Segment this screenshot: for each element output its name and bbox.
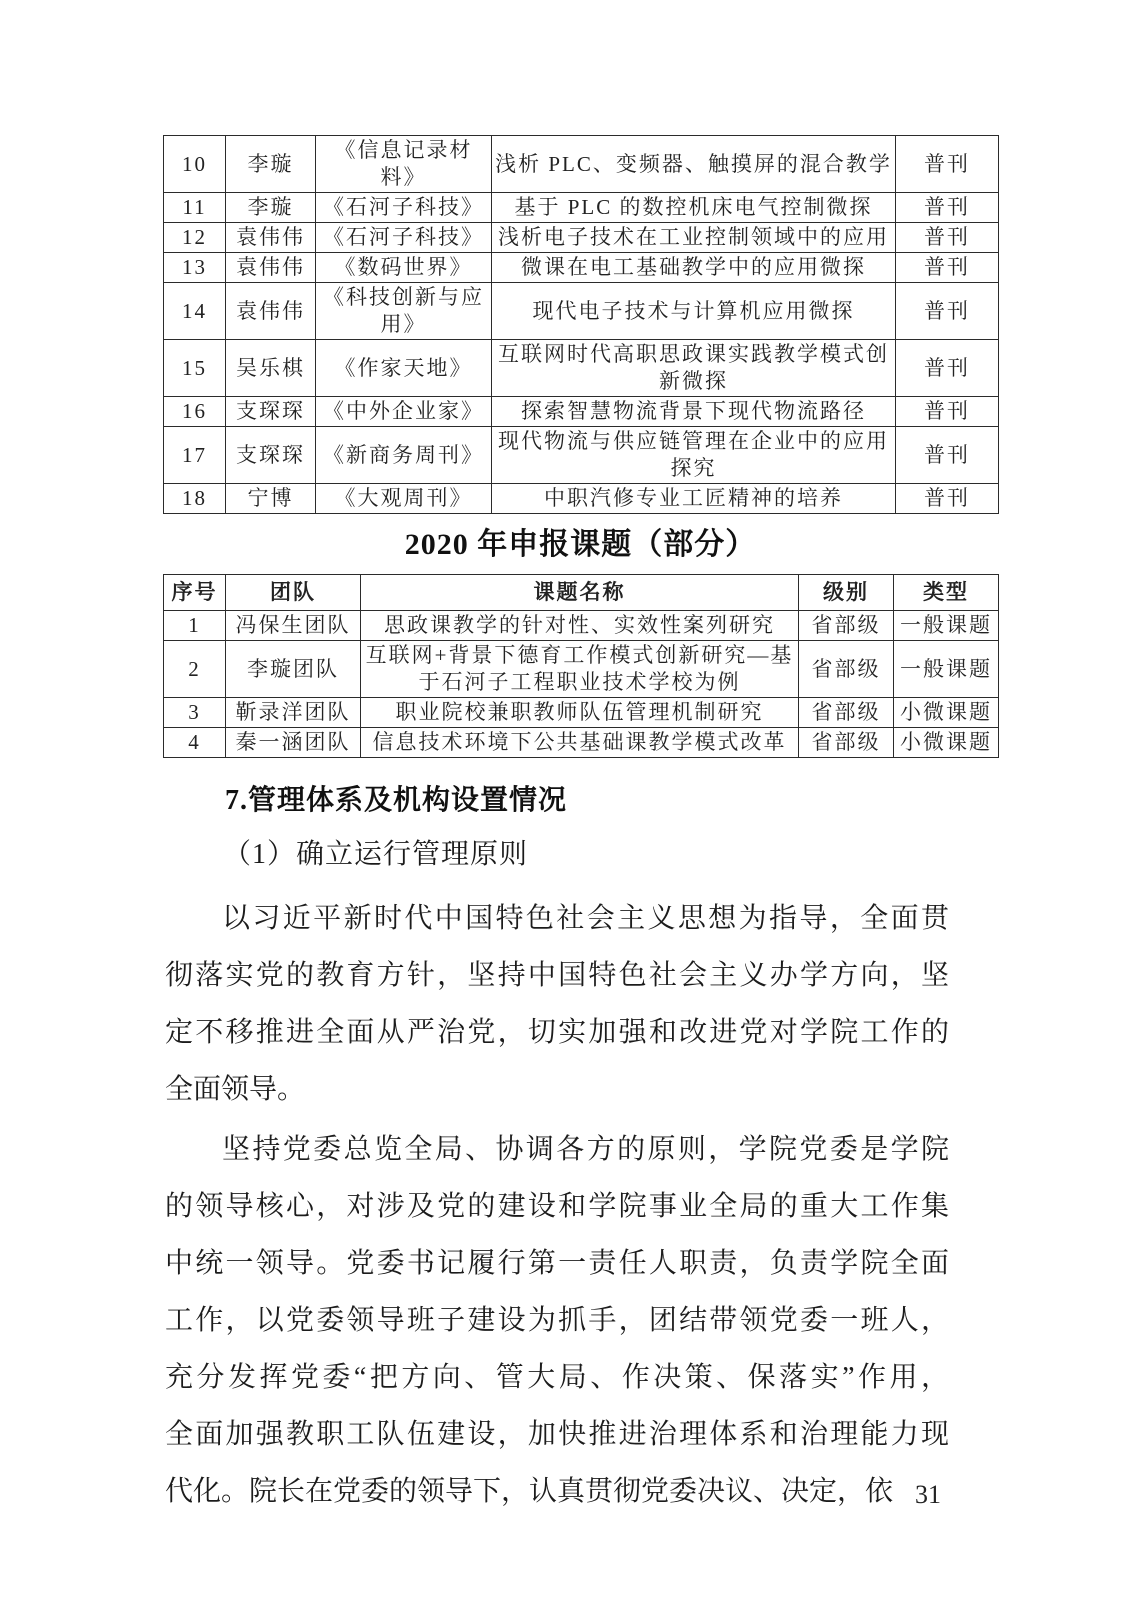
table-cell: 一般课题 — [894, 611, 999, 641]
table-cell: 《石河子科技》 — [316, 223, 492, 253]
table-cell: 普刊 — [896, 397, 999, 427]
table-row — [164, 641, 999, 698]
table-row — [164, 193, 999, 223]
table-row — [164, 427, 999, 484]
table-cell: 袁伟伟 — [226, 283, 316, 340]
table-cell: 《石河子科技》 — [316, 193, 492, 223]
table-row — [164, 136, 999, 193]
text-line: 的领导核心，对涉及党的建设和学院事业全局的重大工作集 — [165, 1191, 949, 1222]
table-cell: 14 — [164, 283, 226, 340]
table-cell: 15 — [164, 340, 226, 397]
text-line: 中统一领导。党委书记履行第一责任人职责，负责学院全面 — [165, 1248, 949, 1279]
table-cell: 思政课教学的针对性、实效性案列研究 — [361, 611, 799, 641]
column-header: 级别 — [799, 575, 894, 611]
column-header: 序号 — [164, 575, 226, 611]
table-cell: 支琛琛 — [226, 397, 316, 427]
table-cell: 秦一涵团队 — [226, 728, 361, 758]
table-cell: 4 — [164, 728, 226, 758]
table-row — [164, 611, 999, 641]
text-line: 定不移推进全面从严治党，切实加强和改进党对学院工作的 — [165, 1017, 949, 1048]
table-cell: 《科技创新与应用》 — [316, 283, 492, 340]
table-cell: 探索智慧物流背景下现代物流路径 — [492, 397, 896, 427]
table-cell: 《中外企业家》 — [316, 397, 492, 427]
table-cell: 一般课题 — [894, 641, 999, 698]
topics-table-body — [164, 575, 999, 758]
table-cell: 靳录洋团队 — [226, 698, 361, 728]
table-cell: 普刊 — [896, 340, 999, 397]
table-cell: 浅析 PLC、变频器、触摸屏的混合教学 — [492, 136, 896, 193]
table-cell: 3 — [164, 698, 226, 728]
table-cell: 普刊 — [896, 484, 999, 514]
table-cell: 13 — [164, 253, 226, 283]
table-row — [164, 340, 999, 397]
table-cell: 普刊 — [896, 253, 999, 283]
subheading-operating-principles: （1）确立运行管理原则 — [223, 839, 529, 870]
table-header-row — [164, 575, 999, 611]
table-cell: 《新商务周刊》 — [316, 427, 492, 484]
table-cell: 省部级 — [799, 728, 894, 758]
table-cell: 省部级 — [799, 641, 894, 698]
publications-table — [163, 135, 999, 514]
table-cell: 17 — [164, 427, 226, 484]
table-cell: 现代电子技术与计算机应用微探 — [492, 283, 896, 340]
table-cell: 省部级 — [799, 698, 894, 728]
table-cell: 基于 PLC 的数控机床电气控制微探 — [492, 193, 896, 223]
text-line: 全面加强教职工队伍建设，加快推进治理体系和治理能力现 — [165, 1419, 949, 1450]
table-cell: 现代物流与供应链管理在企业中的应用探究 — [492, 427, 896, 484]
table-cell: 《作家天地》 — [316, 340, 492, 397]
table-cell: 李璇 — [226, 136, 316, 193]
table-cell: 18 — [164, 484, 226, 514]
table-cell: 职业院校兼职教师队伍管理机制研究 — [361, 698, 799, 728]
text-line: 代化。院长在党委的领导下，认真贯彻党委决议、决定，依 — [165, 1476, 894, 1507]
table-cell: 李璇 — [226, 193, 316, 223]
table-cell: 11 — [164, 193, 226, 223]
table-cell: 冯保生团队 — [226, 611, 361, 641]
table-cell: 中职汽修专业工匠精神的培养 — [492, 484, 896, 514]
table-cell: 袁伟伟 — [226, 253, 316, 283]
table-cell: 《信息记录材料》 — [316, 136, 492, 193]
text-line: 彻落实党的教育方针，坚持中国特色社会主义办学方向，坚 — [165, 960, 949, 991]
table-cell: 袁伟伟 — [226, 223, 316, 253]
text-line: 全面领导。 — [165, 1074, 306, 1105]
table-row — [164, 728, 999, 758]
body-paragraphs — [163, 890, 949, 1520]
table-cell: 普刊 — [896, 136, 999, 193]
heading-management-system: 7.管理体系及机构设置情况 — [225, 785, 568, 816]
table-cell: 普刊 — [896, 283, 999, 340]
table-cell: 浅析电子技术在工业控制领域中的应用 — [492, 223, 896, 253]
text-line: 坚持党委总览全局、协调各方的原则，学院党委是学院 — [222, 1134, 949, 1165]
table-row — [164, 253, 999, 283]
table-cell: 信息技术环境下公共基础课教学模式改革 — [361, 728, 799, 758]
publications-table-body — [164, 136, 999, 514]
table-cell: 宁博 — [226, 484, 316, 514]
table-cell: 微课在电工基础教学中的应用微探 — [492, 253, 896, 283]
table-row — [164, 698, 999, 728]
topics-section-title: 2020 年申报课题（部分） — [404, 528, 757, 561]
table-row — [164, 223, 999, 253]
table-cell: 小微课题 — [894, 698, 999, 728]
table-cell: 16 — [164, 397, 226, 427]
table-cell: 12 — [164, 223, 226, 253]
paragraph — [165, 1121, 949, 1520]
paragraph — [165, 890, 949, 1118]
table-cell: 2 — [164, 641, 226, 698]
table-cell: 10 — [164, 136, 226, 193]
table-cell: 小微课题 — [894, 728, 999, 758]
text-line: 充分发挥党委“把方向、管大局、作决策、保落实”作用， — [165, 1362, 949, 1393]
text-line: 以习近平新时代中国特色社会主义思想为指导，全面贯 — [222, 903, 949, 934]
column-header: 课题名称 — [361, 575, 799, 611]
table-cell: 《数码世界》 — [316, 253, 492, 283]
table-cell: 互联网+背景下德育工作模式创新研究—基于石河子工程职业技术学校为例 — [361, 641, 799, 698]
table-cell: 李璇团队 — [226, 641, 361, 698]
table-cell: 互联网时代高职思政课实践教学模式创新微探 — [492, 340, 896, 397]
table-cell: 普刊 — [896, 427, 999, 484]
table-cell: 1 — [164, 611, 226, 641]
table-cell: 吴乐棋 — [226, 340, 316, 397]
table-row — [164, 484, 999, 514]
page-number: 31 — [915, 1480, 941, 1509]
table-row — [164, 397, 999, 427]
table-cell: 普刊 — [896, 223, 999, 253]
table-row — [164, 283, 999, 340]
text-line: 工作，以党委领导班子建设为抓手，团结带领党委一班人， — [165, 1305, 949, 1336]
table-cell: 支琛琛 — [226, 427, 316, 484]
column-header: 类型 — [894, 575, 999, 611]
table-cell: 《大观周刊》 — [316, 484, 492, 514]
table-cell: 省部级 — [799, 611, 894, 641]
topics-table — [163, 574, 999, 758]
column-header: 团队 — [226, 575, 361, 611]
table-cell: 普刊 — [896, 193, 999, 223]
